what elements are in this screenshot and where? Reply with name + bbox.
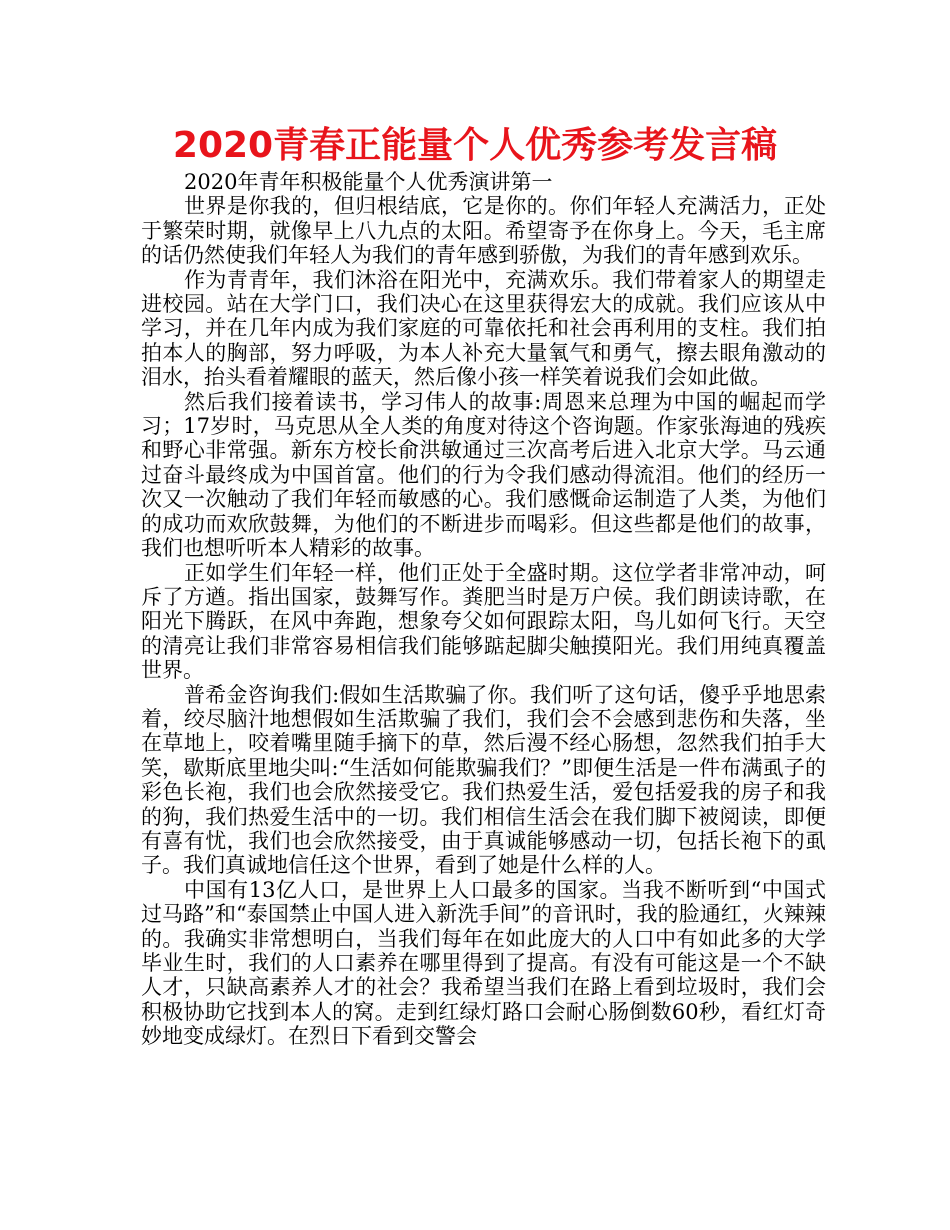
paragraph: 世界是你我的，但归根结底，它是你的。你们年轻人充满活力，正处于繁荣时期，就像早上八九点的太阳。希望寄予在你身上。今天，毛主席的话仍然使我们年轻人为我们的青年感到骄傲，为我们的青年感到欢乐。 — [141, 194, 826, 268]
paragraph: 中国有13亿人口，是世界上人口最多的国家。当我不断听到“中国式过马路”和“泰国禁止中国人进入新洗手间”的音讯时，我的脸通红，火辣辣的。我确实非常想明白，当我们每年在如此庞大的人口中有如此多的大学毕业生时，我们的人口素养在哪里得到了提高。有没有可能这是一个不缺人才，只缺高素养人才的社会？我希望当我们在路上看到垃圾时，我们会积极协助它找到本人的窝。走到红绿灯路口会耐心肠倒数60秒，看红灯奇妙地变成绿灯。在烈日下看到交警会 — [141, 877, 826, 1049]
paragraph: 然后我们接着读书，学习伟人的故事:周恩来总理为中国的崛起而学习；17岁时，马克思从全人类的角度对待这个咨询题。作家张海迪的残疾和野心非常强。新东方校长俞洪敏通过三次高考后进入北京大学。马云通过奋斗最终成为中国首富。他们的行为令我们感动得流泪。他们的经历一次又一次触动了我们年轻而敏感的心。我们感慨命运制造了人类，为他们的成功而欢欣鼓舞，为他们的不断进步而喝彩。但这些都是他们的故事，我们也想听听本人精彩的故事。 — [141, 389, 826, 561]
paragraph: 普希金咨询我们:假如生活欺骗了你。我们听了这句话，傻乎乎地思索着，绞尽脑汁地想假如生活欺骗了我们，我们会不会感到悲伤和失落，坐在草地上，咬着嘴里随手摘下的草，然后漫不经心肠想，忽然我们拍手大笑，歇斯底里地尖叫:“生活如何能欺骗我们？”即便生活是一件布满虱子的彩色长袍，我们也会欣然接受它。我们热爱生活，爱包括爱我的房子和我的狗，我们热爱生活中的一切。我们相信生活会在我们脚下被阅读，即便有喜有忧，我们也会欣然接受，由于真诚能够感动一切，包括长袍下的虱子。我们真诚地信任这个世界，看到了她是什么样的人。 — [141, 682, 826, 878]
document-title: 2020青春正能量个人优秀参考发言稿 — [172, 125, 778, 166]
document-subtitle: 2020年青年积极能量个人优秀演讲第一 — [184, 170, 553, 194]
paragraph: 作为青青年，我们沐浴在阳光中，充满欢乐。我们带着家人的期望走进校园。站在大学门口，我们决心在这里获得宏大的成就。我们应该从中学习，并在几年内成为我们家庭的可靠依托和社会再利用的支柱。我们拍拍本人的胸部，努力呼吸，为本人补充大量氧气和勇气，擦去眼角激动的泪水，抬头看着耀眼的蓝天，然后像小孩一样笑着说我们会如此做。 — [141, 267, 826, 390]
paragraph: 正如学生们年轻一样，他们正处于全盛时期。这位学者非常冲动，呵斥了方遒。指出国家，鼓舞写作。粪肥当时是万户侯。我们朗读诗歌，在阳光下腾跃，在风中奔跑，想象夸父如何跟踪太阳，鸟儿如何飞行。天空的清亮让我们非常容易相信我们能够踮起脚尖触摸阳光。我们用纯真覆盖世界。 — [141, 560, 826, 683]
document-body — [141, 170, 826, 1049]
